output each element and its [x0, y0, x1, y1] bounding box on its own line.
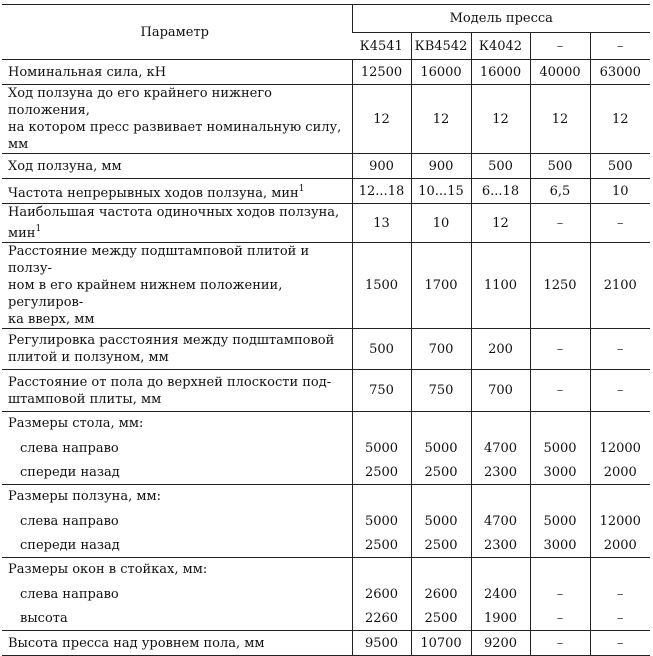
- row-label: Наибольшая частота одиночных ходов ползуна, мин$^1$: [2, 204, 352, 243]
- cell-value: 2000: [590, 461, 650, 485]
- table-row: [2, 534, 650, 558]
- table-row: [2, 154, 650, 179]
- cell-value: 700: [411, 329, 471, 370]
- cell-value: 12: [590, 85, 650, 154]
- cell-value: –: [590, 582, 650, 607]
- table-row: [2, 85, 650, 154]
- cell-value: 2300: [471, 534, 530, 558]
- cell-value: 2100: [590, 243, 650, 329]
- cell-value: 2500: [411, 461, 471, 485]
- cell-value: 9500: [352, 631, 411, 656]
- row-label: слева направо: [20, 586, 119, 602]
- cell-value: 1100: [471, 243, 530, 329]
- cell-value: 10...15: [411, 179, 471, 204]
- row-label: слева направо: [20, 513, 119, 529]
- cell-value: 5000: [530, 509, 590, 534]
- cell-value: 13: [352, 204, 411, 243]
- cell-value: 2400: [471, 582, 530, 607]
- cell-value: –: [590, 607, 650, 631]
- cell-value: 12...18: [352, 179, 411, 204]
- cell-value: 3000: [530, 534, 590, 558]
- row-label: Расстояние между подштамповой плитой и ползу- ном в его крайнем нижнем положении, регулиров- ка вверх, мм: [2, 243, 352, 329]
- cell-value: –: [590, 370, 650, 412]
- param-header: Параметр: [2, 5, 352, 60]
- cell-value: 12: [411, 85, 471, 154]
- cell-value: 2500: [352, 534, 411, 558]
- row-label: Ход ползуна, мм: [2, 154, 352, 179]
- cell-value: 5000: [411, 436, 471, 461]
- model-group-header: Модель пресса: [352, 5, 650, 33]
- table-row: [2, 243, 650, 329]
- cell-value: 12: [471, 85, 530, 154]
- cell-value: 900: [411, 154, 471, 179]
- cell-value: 3000: [530, 461, 590, 485]
- cell-value: 200: [471, 329, 530, 370]
- model-header: –: [530, 33, 590, 60]
- cell-value: 900: [352, 154, 411, 179]
- row-label: Частота непрерывных ходов ползуна, мин$^1$: [2, 179, 352, 204]
- row-label: спереди назад: [2, 461, 352, 485]
- table-row: [2, 329, 650, 370]
- cell-value: 700: [471, 370, 530, 412]
- cell-value: 12000: [590, 509, 650, 534]
- row-label: Ход ползуна до его крайнего нижнего положения, на котором пресс развивает номинальную силу, мм: [2, 85, 352, 154]
- cell-value: 10: [590, 179, 650, 204]
- cell-value: 5000: [530, 436, 590, 461]
- group-title: Размеры окон в стойках, мм:: [8, 562, 208, 578]
- row-label: Номинальная сила, кН: [2, 60, 352, 85]
- cell-value: 2500: [352, 461, 411, 485]
- table-row: [2, 60, 650, 85]
- group-title-row: [2, 412, 650, 436]
- cell-value: 16000: [411, 60, 471, 85]
- table-row: [2, 370, 650, 412]
- cell-value: 6...18: [471, 179, 530, 204]
- row-label: Регулировка расстояния между подштамповой плитой и ползуном, мм: [2, 329, 352, 370]
- cell-value: 63000: [590, 60, 650, 85]
- model-header: –: [590, 33, 650, 60]
- cell-value: –: [530, 631, 590, 656]
- group-title-row: [2, 485, 650, 509]
- cell-value: 12: [471, 204, 530, 243]
- cell-value: 5000: [352, 509, 411, 534]
- row-label: спереди назад: [2, 534, 352, 558]
- table-row: [2, 607, 650, 631]
- cell-value: 500: [352, 329, 411, 370]
- cell-value: 1250: [530, 243, 590, 329]
- cell-value: –: [530, 370, 590, 412]
- cell-value: 1700: [411, 243, 471, 329]
- cell-value: 500: [530, 154, 590, 179]
- cell-value: 750: [411, 370, 471, 412]
- table-row: [2, 509, 650, 534]
- cell-value: 40000: [530, 60, 590, 85]
- cell-value: 5000: [352, 436, 411, 461]
- model-header: КВ4542: [411, 33, 471, 60]
- table-row: [2, 461, 650, 485]
- group-title-row: [2, 558, 650, 582]
- cell-value: 1500: [352, 243, 411, 329]
- cell-value: 2260: [352, 607, 411, 631]
- press-specs-table: [2, 4, 650, 656]
- model-header: К4541: [352, 33, 411, 60]
- cell-value: –: [530, 329, 590, 370]
- cell-value: 6,5: [530, 179, 590, 204]
- cell-value: –: [590, 204, 650, 243]
- table-row: [2, 631, 650, 656]
- cell-value: 12: [352, 85, 411, 154]
- cell-value: 500: [471, 154, 530, 179]
- cell-value: 2600: [352, 582, 411, 607]
- row-label: Высота пресса над уровнем пола, мм: [2, 631, 352, 656]
- cell-value: –: [590, 329, 650, 370]
- cell-value: 16000: [471, 60, 530, 85]
- table-row: [2, 436, 650, 461]
- table-row: [2, 179, 650, 204]
- table-row: [2, 582, 650, 607]
- cell-value: –: [530, 582, 590, 607]
- cell-value: 5000: [411, 509, 471, 534]
- cell-value: –: [590, 631, 650, 656]
- table-row: [2, 204, 650, 243]
- group-title: Размеры стола, мм:: [8, 416, 144, 432]
- cell-value: 2600: [411, 582, 471, 607]
- group-title: Размеры ползуна, мм:: [8, 489, 161, 505]
- cell-value: 2000: [590, 534, 650, 558]
- cell-value: 4700: [471, 436, 530, 461]
- cell-value: 500: [590, 154, 650, 179]
- cell-value: 10700: [411, 631, 471, 656]
- cell-value: 1900: [471, 607, 530, 631]
- cell-value: 4700: [471, 509, 530, 534]
- cell-value: 12500: [352, 60, 411, 85]
- cell-value: 2300: [471, 461, 530, 485]
- cell-value: 10: [411, 204, 471, 243]
- cell-value: 750: [352, 370, 411, 412]
- cell-value: 12000: [590, 436, 650, 461]
- cell-value: –: [530, 607, 590, 631]
- row-label: слева направо: [20, 440, 119, 456]
- cell-value: 9200: [471, 631, 530, 656]
- model-header: К4042: [471, 33, 530, 60]
- cell-value: 2500: [411, 607, 471, 631]
- cell-value: 12: [530, 85, 590, 154]
- row-label: высота: [2, 607, 352, 631]
- row-label: Расстояние от пола до верхней плоскости под- штамповой плиты, мм: [2, 370, 352, 412]
- cell-value: –: [530, 204, 590, 243]
- cell-value: 2500: [411, 534, 471, 558]
